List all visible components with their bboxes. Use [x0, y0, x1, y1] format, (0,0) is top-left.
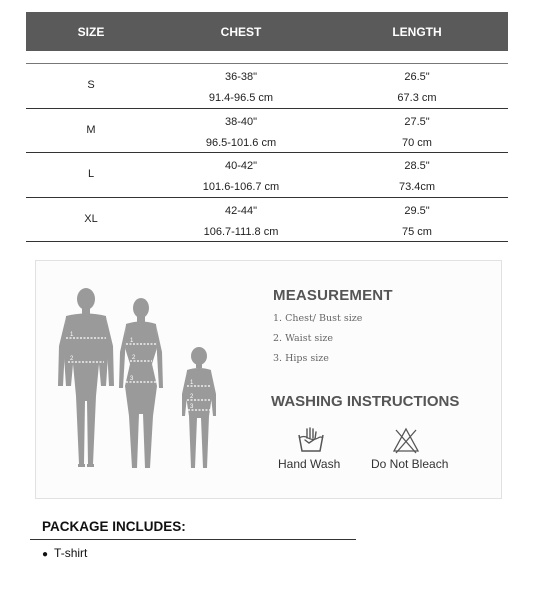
do-not-bleach-icon: [392, 426, 420, 454]
body-figures-illustration: [46, 286, 246, 486]
bullet-icon: ●: [42, 549, 49, 560]
length-inches: 29.5": [404, 204, 430, 217]
size-table-header: [26, 12, 508, 51]
package-item-label: T-shirt: [54, 546, 88, 560]
measurement-item: 2. Waist size: [273, 333, 333, 344]
package-includes-title: PACKAGE INCLUDES:: [42, 519, 186, 534]
header-size: SIZE: [77, 24, 105, 39]
chest-inches: 40-42": [224, 160, 258, 172]
size-label: XL: [84, 212, 98, 225]
hand-wash-icon: [296, 426, 326, 454]
length-inches: 26.5": [404, 71, 430, 83]
washing-instructions-title: WASHING INSTRUCTIONS: [271, 393, 460, 410]
size-label: M: [86, 123, 96, 136]
length-cm: 75 cm: [402, 225, 432, 238]
header-chest: CHEST: [220, 24, 262, 39]
length-cm: 67.3 cm: [397, 92, 437, 104]
size-label: S: [87, 79, 95, 91]
measurement-item: 3. Hips size: [273, 353, 329, 364]
table-row: [26, 63, 508, 109]
chest-inches: 42-44": [224, 204, 258, 217]
header-length: LENGTH: [392, 24, 442, 39]
child-figure: [182, 347, 216, 468]
figure-number: 3: [130, 376, 134, 382]
man-figure: [58, 288, 114, 467]
table-row: [26, 109, 508, 154]
figure-number: 2: [132, 355, 136, 361]
measurement-panel: [35, 260, 502, 499]
chest-inches: 38-40": [224, 115, 258, 128]
chest-cm: 106.7-111.8 cm: [203, 225, 279, 238]
length-inches: 27.5": [404, 115, 430, 128]
table-row: [26, 198, 508, 243]
measurement-item: 1. Chest/ Bust size: [273, 313, 363, 324]
chest-cm: 96.5-101.6 cm: [205, 136, 277, 149]
figure-number: 2: [70, 356, 74, 362]
figure-number: 1: [190, 380, 194, 386]
figure-number: 2: [190, 394, 194, 400]
chest-inches: 36-38": [224, 71, 258, 83]
woman-figure: [119, 298, 163, 468]
list-item: [42, 546, 87, 560]
figure-number: 1: [130, 338, 134, 344]
length-cm: 73.4cm: [398, 181, 436, 193]
chest-cm: 101.6-106.7 cm: [202, 181, 280, 193]
length-cm: 70 cm: [402, 136, 432, 149]
table-row: [26, 153, 508, 198]
size-label: L: [87, 168, 95, 180]
hand-wash-label: Hand Wash: [278, 457, 341, 471]
length-inches: 28.5": [404, 160, 430, 172]
do-not-bleach-label: Do Not Bleach: [371, 457, 449, 471]
figure-number: 3: [190, 404, 194, 410]
measurement-title: MEASUREMENT: [273, 287, 393, 304]
divider: [30, 539, 356, 540]
size-table: [26, 12, 508, 242]
figure-number: 1: [70, 332, 74, 338]
chest-cm: 91.4-96.5 cm: [208, 92, 274, 104]
